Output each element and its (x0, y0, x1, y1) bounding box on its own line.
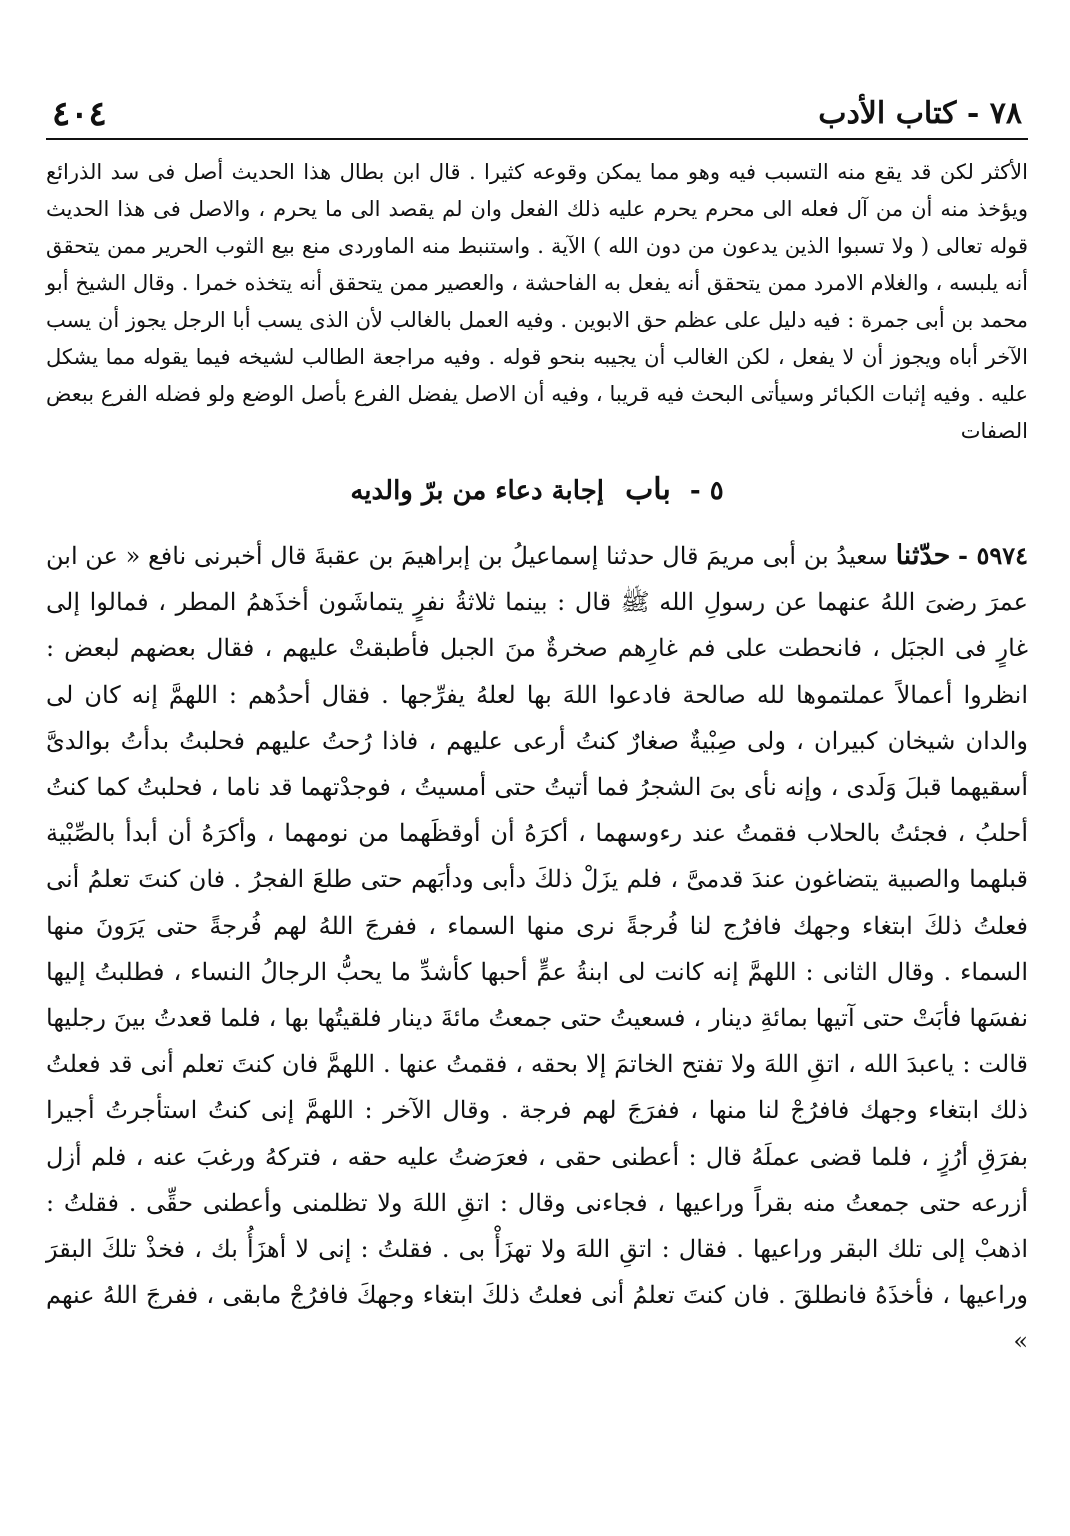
chapter-title: إجابة دعاء من برّ والديه (350, 476, 604, 506)
page-header (46, 88, 1028, 140)
hadith-block (46, 533, 1028, 1365)
book-chapter-title: ٧٨ - كتاب الأدب (818, 96, 1022, 131)
chapter-number: ٥ - (689, 476, 724, 506)
chapter-bab-word: باب (625, 472, 671, 507)
commentary-text: الأكثر لكن قد يقع منه التسبب فيه وهو مما يمكن وقوعه كثيرا . قال ابن بطال هذا الحديث أصل فى سد الذرائع ويؤخذ منه أن من آل فعله الى محرم يحرم عليه ذلك الفعل وان لم يقصد الى ما يحرم ، والاصل فى هذا الحديث قوله تعالى ( ولا تسبوا الذين يدعون من دون الله ) الآية . واستنبط منه الماوردى منع بيع الثوب الحرير ممن يتحقق أنه يلبسه ، والغلام الامرد ممن يتحقق أنه يفعل به الفاحشة ، والعصير ممن يتحقق أنه يتخذه خمرا . وقال الشيخ أبو محمد بن أبى جمرة : فيه دليل على عظم حق الابوين . وفيه العمل بالغالب لأن الذى يسب أبا الرجل يجوز أن يسب الآخر أباه ويجوز أن لا يفعل ، لكن الغالب أن يجيبه بنحو قوله . وفيه مراجعة الطالب لشيخه فيما يقوله مما يشكل عليه . وفيه إثبات الكبائر وسيأتى البحث فيه قريبا ، وفيه أن الاصل يفضل الفرع بأصل الوضع ولو فضله الفرع ببعض الصفات (46, 160, 1028, 443)
hadith-number: ٥٩٧٤ - (958, 541, 1028, 570)
commentary-block (46, 154, 1028, 450)
hadith-paragraph (46, 533, 1028, 1365)
page-number: ٤٠٤ (52, 94, 107, 134)
hadith-opening: حدّثنا (895, 540, 951, 571)
hadith-text: سعيدُ بن أبى مريمَ قال حدثنا إسماعيلُ بن إبراهيمَ بن عقبةَ قال أخبرنى نافع « عن ابن عمرَ رضىَ اللهُ عنهما عن رسولِ الله ﷺ قال : بينما ثلاثةُ نفرٍ يتماشَون أخذَهمُ المطر ، فمالوا إلى غارٍ فى الجبَل ، فانحطت على فم غارِهم صخرةٌ منَ الجبل فأطبقتْ عليهم ، فقال بعضهم لبعض : انظروا أعمالاً عملتموها لله صالحة فادعوا اللهَ بها لعلهُ يفرِّجها . فقال أحدُهم : اللهمَّ إنه كان لى والدان شيخان كبيران ، ولى صِبْيةٌ صغارٌ كنتُ أرعى عليهم ، فاذا رُحتُ عليهم فحلبتُ بدأتُ بوالدىَّ أسقيهما قبلَ وَلَدى ، وإنه نأى بىَ الشجرُ فما أتيتُ حتى أمسيتُ ، فوجدْتهما قد ناما ، فحلبتُ كما كنتُ أحلبُ ، فجئتُ بالحلاب فقمتُ عند رءوسهما ، أكرَهُ أن أوقظَهما من نومهما ، وأكرَهُ أن أبدأ بالصِّبْية قبلهما والصبية يتضاغون عندَ قدمىَّ ، فلم يزَلْ ذلكَ دأبى ودأبَهم حتى طلعَ الفجرُ . فان كنتَ تعلمُ أنى فعلتُ ذلكَ ابتغاء وجهك فافرُج لنا فُرجةً نرى منها السماء ، ففرجَ اللهُ لهم فُرجةً حتى يَرَونَ منها السماء . وقال الثانى : اللهمَّ إنه كانت لى ابنةُ عمٍّ أحبها كأشدِّ ما يحبُّ الرجالُ النساء ، فطلبتُ إليها نفسَها فأبَتْ حتى آتيها بمائةِ دينار ، فسعيتُ حتى جمعتُ مائةَ دينار فلقيتُها بها ، فلما قعدتُ بينَ رجليها قالت : ياعبدَ الله ، اتقِ اللهَ ولا تفتح الخاتمَ إلا بحقه ، فقمتُ عنها . اللهمَّ فان كنتَ تعلم أنى قد فعلتُ ذلك ابتغاء وجهك فافرُجْ لنا منها ، ففرَجَ لهم فرجة . وقال الآخر : اللهمَّ إنى كنتُ استأجرتُ أجيرا بفرَقِ أرُزٍ ، فلما قضى عملَهُ قال : أعطنى حقى ، فعرَضتُ عليه حقه ، فتركهُ ورغبَ عنه ، فلم أزل أزرعه حتى جمعتُ منه بقراً وراعيها ، فجاءنى وقال : اتقِ اللهَ ولا تظلمنى وأعطنى حقِّى . فقلتُ : اذهبْ إلى تلك البقر وراعيها . فقال : اتقِ اللهَ ولا تهزَأْ بى . فقلتُ : إنى لا أهزَأُ بك ، فخذْ تلكَ البقرَ وراعيها ، فأخذَهُ فانطلقَ . فان كنتَ تعلمُ أنى فعلتُ ذلكَ ابتغاء وجهكَ فافرُجْ مابقى ، ففرجَ اللهُ عنهم » (46, 542, 1029, 1356)
chapter-heading (46, 468, 1028, 513)
